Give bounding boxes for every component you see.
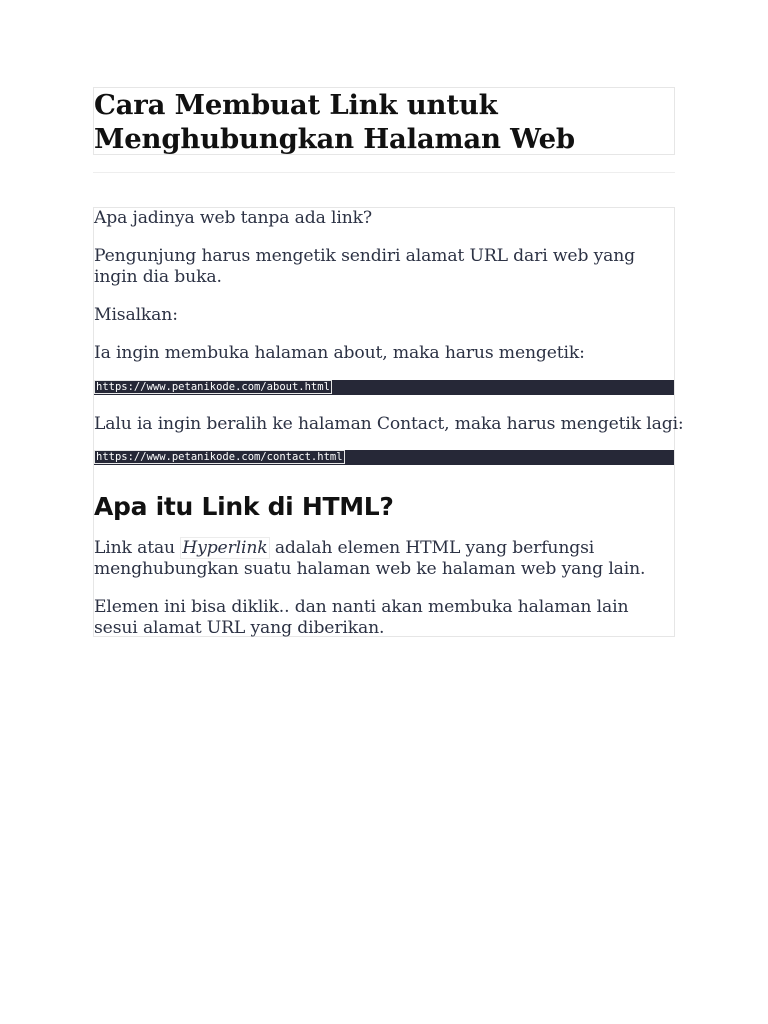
article-title-line-2: Menghubungkan Halaman Web <box>94 123 575 155</box>
paragraph-6-line-2: menghubungkan suatu halaman web ke halaman web yang lain. <box>94 559 646 579</box>
paragraph-6 <box>94 538 645 580</box>
paragraph-2-line-1: Pengunjung harus mengetik sendiri alamat URL dari web yang <box>94 246 636 266</box>
title-divider <box>93 172 675 173</box>
paragraph-6-text-a: Link atau <box>94 538 181 558</box>
article-title-line-1: Cara Membuat Link untuk <box>94 89 498 121</box>
code-block-1 <box>94 380 674 395</box>
paragraph-2 <box>94 246 635 288</box>
article-content <box>93 207 684 638</box>
code-url-about: https://www.petanikode.com/about.html <box>96 381 330 393</box>
article-title-box <box>93 87 675 155</box>
paragraph-6-text-b: adalah elemen HTML yang berfungsi <box>269 538 595 558</box>
section-heading: Apa itu Link di HTML? <box>94 492 394 521</box>
paragraph-5: Lalu ia ingin beralih ke halaman Contact, maka harus mengetik lagi: <box>94 414 684 434</box>
code-url-contact: https://www.petanikode.com/contact.html <box>96 451 343 463</box>
paragraph-7-line-1: Elemen ini bisa diklik.. dan nanti akan membuka halaman lain <box>94 597 629 617</box>
paragraph-4: Ia ingin membuka halaman about, maka harus mengetik: <box>94 343 585 363</box>
paragraph-7 <box>94 597 628 639</box>
hyperlink-term: Hyperlink <box>182 538 268 558</box>
article-title <box>94 88 674 156</box>
code-block-2 <box>94 450 674 465</box>
paragraph-2-line-2: ingin dia buka. <box>94 267 222 287</box>
paragraph-1: Apa jadinya web tanpa ada link? <box>94 208 372 228</box>
paragraph-3: Misalkan: <box>94 305 178 325</box>
paragraph-7-line-2: sesui alamat URL yang diberikan. <box>94 618 385 638</box>
